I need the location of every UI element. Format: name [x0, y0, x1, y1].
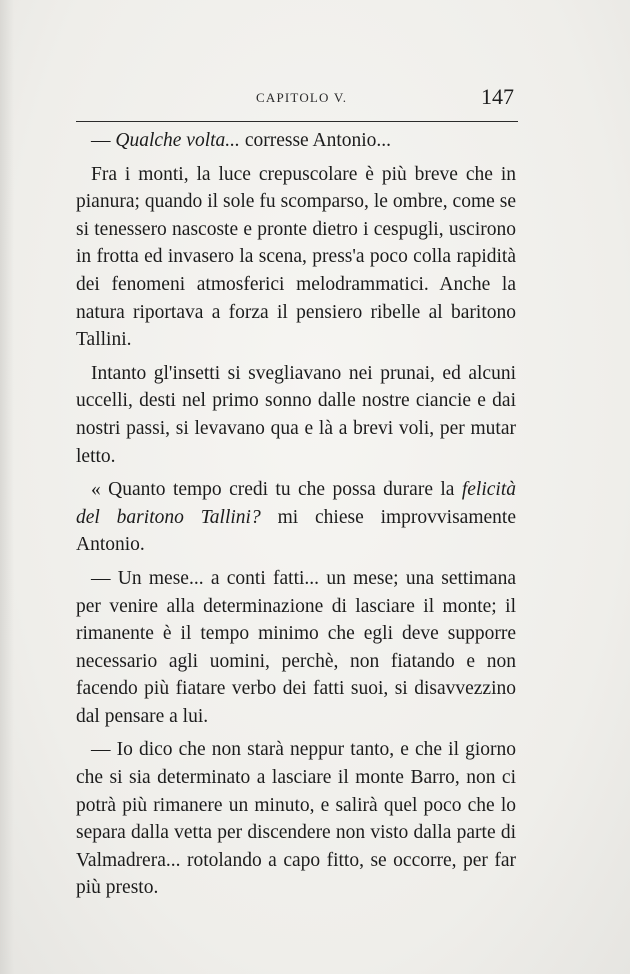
page-header	[76, 84, 516, 114]
dash: —	[91, 130, 116, 151]
running-head: CAPITOLO V.	[256, 90, 348, 105]
paragraph-text: mi chiese improvvisamente Antonio.	[76, 506, 516, 556]
paragraph-1	[76, 127, 516, 155]
gutter-shadow	[0, 0, 14, 974]
italic-phrase: felicità del baritono Tallini?	[76, 479, 516, 528]
paragraph-3: Intanto gl'insetti si svegliavano nei prunai, ed alcuni uccelli, desti nel primo sonno dalle nostre ciancie e dai nostri passi, si levavano qua e là a brevi voli, per mutar letto.	[76, 362, 516, 467]
italic-phrase: Qualche volta...	[115, 130, 240, 151]
paragraph-text: corresse Antonio...	[239, 130, 392, 151]
paragraph-5: — Un mese... a conti fatti... un mese; una settimana per venire alla determinazione di lasciare il monte; il rimanente è il tempo minimo che egli deve supporre necessario agli uomini, perchè, non fiatando e non facendo più fiatare verbo dei fatti suoi, si disavvezzino dal pensare a lui.	[76, 567, 516, 727]
page-number: 147	[481, 84, 514, 109]
paragraph-text: « Quanto tempo credi tu che possa durare la	[91, 479, 462, 501]
paragraph-4	[76, 476, 516, 559]
paragraph-6: — Io dico che non starà neppur tanto, e che il giorno che si sia determinato a lasciare il monte Barro, non ci potrà più rimanere un minuto, e salirà quel poco che lo separa dalla vetta per discendere non visto dalla parte di Valmadrera... rotolando a capo fitto, se occorre, per far più presto.	[76, 739, 516, 899]
body-text	[76, 127, 516, 908]
header-rule	[76, 121, 518, 122]
paragraph-2: Fra i monti, la luce crepuscolare è più breve che in pianura; quando il sole fu scomparso, le ombre, come se si tenessero nascoste e pronte dietro i cespugli, uscirono in frotta ed invasero la scena, press'a poco colla rapidità dei fenomeni atmosferici melodrammatici. Anche la natura riportava a forza il pensiero ribelle al baritono Tallini.	[76, 163, 516, 351]
